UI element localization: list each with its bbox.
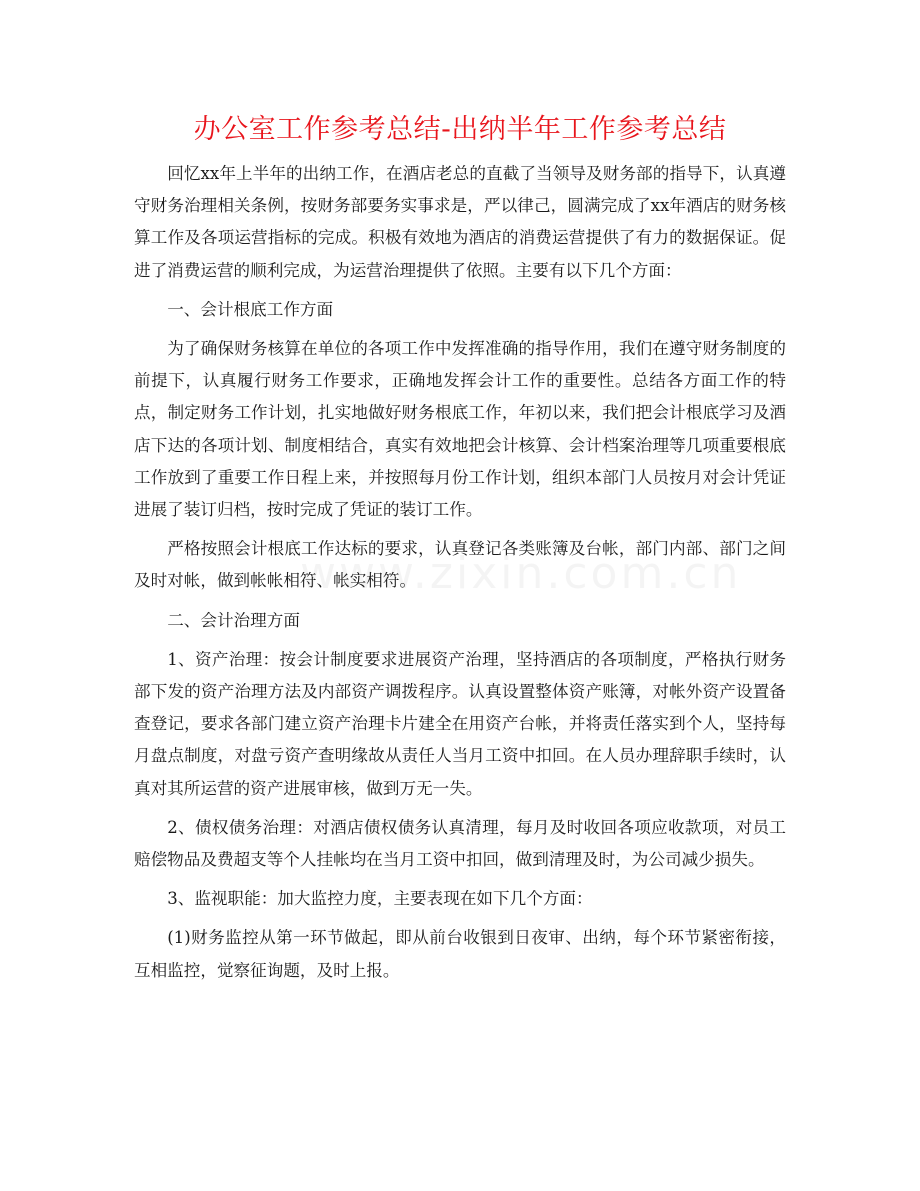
document-body	[134, 158, 786, 994]
section-heading-1: 一、会计根底工作方面	[167, 299, 334, 319]
paragraph-supervision-1: (1)财务监控从第一环节做起，即从前台收银到日夜审、出纳，每个环节紧密衔接，互相监控，觉察征询题，及时上报。	[134, 928, 786, 980]
paragraph-intro: 回忆xx年上半年的出纳工作，在酒店老总的直截了当领导及财务部的指导下，认真遵守财务治理相关条例，按财务部要务实事求是，严以律己，圆满完成了xx年酒店的财务核算工作及各项运营指标的完成。积极有效地为酒店的消费运营提供了有力的数据保证。促进了消费运营的顺利完成，为运营治理提供了依照。主要有以下几个方面：	[134, 164, 786, 280]
section-heading-2: 二、会计治理方面	[167, 610, 300, 630]
paragraph-asset-management: 1、资产治理：按会计制度要求进展资产治理，坚持酒店的各项制度，严格执行财务部下发的资产治理方法及内部资产调拨程序。认真设置整体资产账簿，对帐外资产设置备查登记，要求各部门建立资产治理卡片建全在用资产台帐，并将责任落实到个人，坚持每月盘点制度，对盘亏资产查明缘故从责任人当月工资中扣回。在人员办理辞职手续时，认真对其所运营的资产进展审核，做到万无一失。	[134, 649, 786, 798]
paragraph-debt-management: 2、债权债务治理：对酒店债权债务认真清理，每月及时收回各项应收款项，对员工赔偿物品及费超支等个人挂帐均在当月工资中扣回，做到清理及时，为公司减少损失。	[134, 817, 786, 870]
paragraph-1: 为了确保财务核算在单位的各项工作中发挥准确的指导作用，我们在遵守财务制度的前提下，认真履行财务工作要求，正确地发挥会计工作的重要性。总结各方面工作的特点，制定财务工作计划，扎实地做好财务根底工作，年初以来，我们把会计根底学习及酒店下达的各项计划、制度相结合，真实有效地把会计核算、会计档案治理等几项重要根底工作放到了重要工作日程上来，并按照每月份工作计划，组织本部门人员按月对会计凭证进展了装订归档，按时完成了凭证的装订工作。	[134, 339, 786, 520]
document-title: 办公室工作参考总结-出纳半年工作参考总结	[193, 114, 727, 145]
paragraph-2: 严格按照会计根底工作达标的要求，认真登记各类账簿及台帐，部门内部、部门之间及时对帐，做到帐帐相符、帐实相符。	[134, 539, 786, 591]
paragraph-supervision: 3、监视职能：加大监控力度，主要表现在如下几个方面：	[167, 889, 593, 909]
